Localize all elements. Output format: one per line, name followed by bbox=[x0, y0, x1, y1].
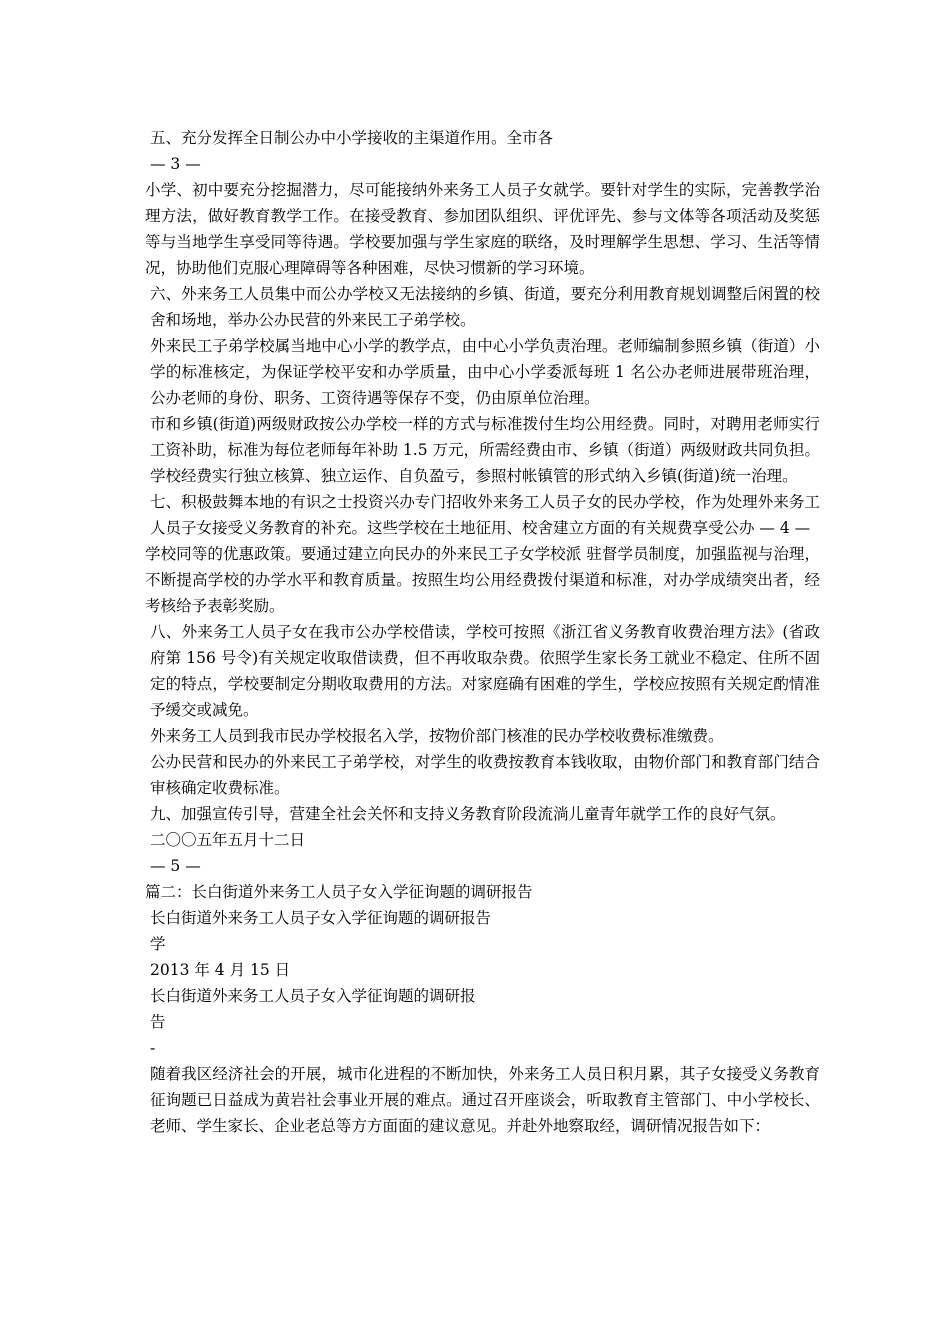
paragraph: 随着我区经济社会的开展，城市化进程的不断加快，外来务工人员日积月累，其子女接受义务教育征询题已日益成为黄岩社会事业开展的难点。通过召开座谈会，听取教育主管部门、中小学校长、老师、学生家长、企业老总等方方面面的建议意见。并赴外地察取经，调研情况报告如下： bbox=[150, 1065, 820, 1135]
document-page bbox=[145, 125, 820, 1139]
page-number: — 3 — bbox=[150, 155, 201, 173]
paragraph: 外来务工人员到我市民办学校报名入学，按物价部门核准的民办学校收费标准缴费。 bbox=[150, 727, 724, 745]
paragraph: 五、充分发挥全日制公办中小学接收的主渠道作用。全市各 bbox=[150, 129, 554, 147]
paragraph: 小学、初中要充分挖掘潜力，尽可能接纳外来务工人员子女就学。要针对学生的实际，完善教学治理方法，做好教育教学工作。在接受教育、参加团队组织、评优评先、参与文体等各项活动及奖惩等与当地学生享受同等待遇。学校要加强与学生家庭的联络，及时理解学生思想、学习、生活等情况，协助他们克服心理障碍等各种困难，尽快习惯新的学习环境。 bbox=[145, 181, 820, 277]
paragraph: 公办民营和民办的外来民工子弟学校，对学生的收费按教育本钱收取，由物价部门和教育部门结合审核确定收费标准。 bbox=[150, 753, 820, 797]
paragraph: 九、加强宣传引导，营建全社会关怀和支持义务教育阶段流淌儿童青年就学工作的良好气氛。 bbox=[150, 805, 786, 823]
paragraph: 八、外来务工人员子女在我市公办学校借读，学校可按照《浙江省义务教育收费治理方法》(省政府第 156 号令)有关规定收取借读费，但不再收取杂费。依照学生家长务工就业不稳定、住所不固定的特点，学校要制定分期收取费用的方法。对家庭确有困难的学生，学校应按照有关规定酌情准予缓交或减免。 bbox=[150, 623, 820, 719]
report-date: 2013 年 4 月 15 日 bbox=[150, 961, 291, 979]
paragraph: 七、积极鼓舞本地的有识之士投资兴办专门招收外来务工人员子女的民办学校，作为处理外来务工人员子女接受义务教育的补充。这些学校在土地征用、校舍建立方面的有关规费享受公办 — 4 — bbox=[150, 493, 820, 537]
document-date: 二〇〇五年五月十二日 bbox=[150, 831, 306, 849]
paragraph: 六、外来务工人员集中而公办学校又无法接纳的乡镇、街道，要充分利用教育规划调整后闲置的校舍和场地，举办公办民营的外来民工子弟学校。 bbox=[150, 285, 820, 329]
paragraph: 学校同等的优惠政策。要通过建立向民办的外来民工子女学校派 驻督学员制度，加强监视与治理，不断提高学校的办学水平和教育质量。按照生均公用经费拨付渠道和标准，对办学成绩突出者，经考核给予表彰奖励。 bbox=[145, 545, 820, 615]
report-title: 长白街道外来务工人员子女入学征询题的调研报告 bbox=[150, 909, 492, 927]
report-title: 长白街道外来务工人员子女入学征询题的调研报 bbox=[150, 987, 476, 1005]
section-heading: 篇二：长白街道外来务工人员子女入学征询题的调研报告 bbox=[145, 883, 533, 901]
paragraph: 学 bbox=[150, 935, 166, 953]
separator-text: - bbox=[150, 1039, 156, 1057]
page-number: — 5 — bbox=[150, 857, 201, 875]
paragraph: 外来民工子弟学校属当地中心小学的教学点，由中心小学负责治理。老师编制参照乡镇（街道）小学的标准核定，为保证学校平安和办学质量，由中心小学委派每班 1 名公办老师进展带班治理，公办老师的身份、职务、工资待遇等保存不变，仍由原单位治理。 bbox=[150, 337, 820, 407]
paragraph: 市和乡镇(街道)两级财政按公办学校一样的方式与标准拨付生均公用经费。同时，对聘用老师实行工资补助，标准为每位老师每年补助 1.5 万元，所需经费由市、乡镇（街道）两级财政共同负担。学校经费实行独立核算、独立运作、自负盈亏，参照村帐镇管的形式纳入乡镇(街道)统一治理。 bbox=[150, 415, 821, 485]
paragraph: 告 bbox=[150, 1013, 166, 1031]
